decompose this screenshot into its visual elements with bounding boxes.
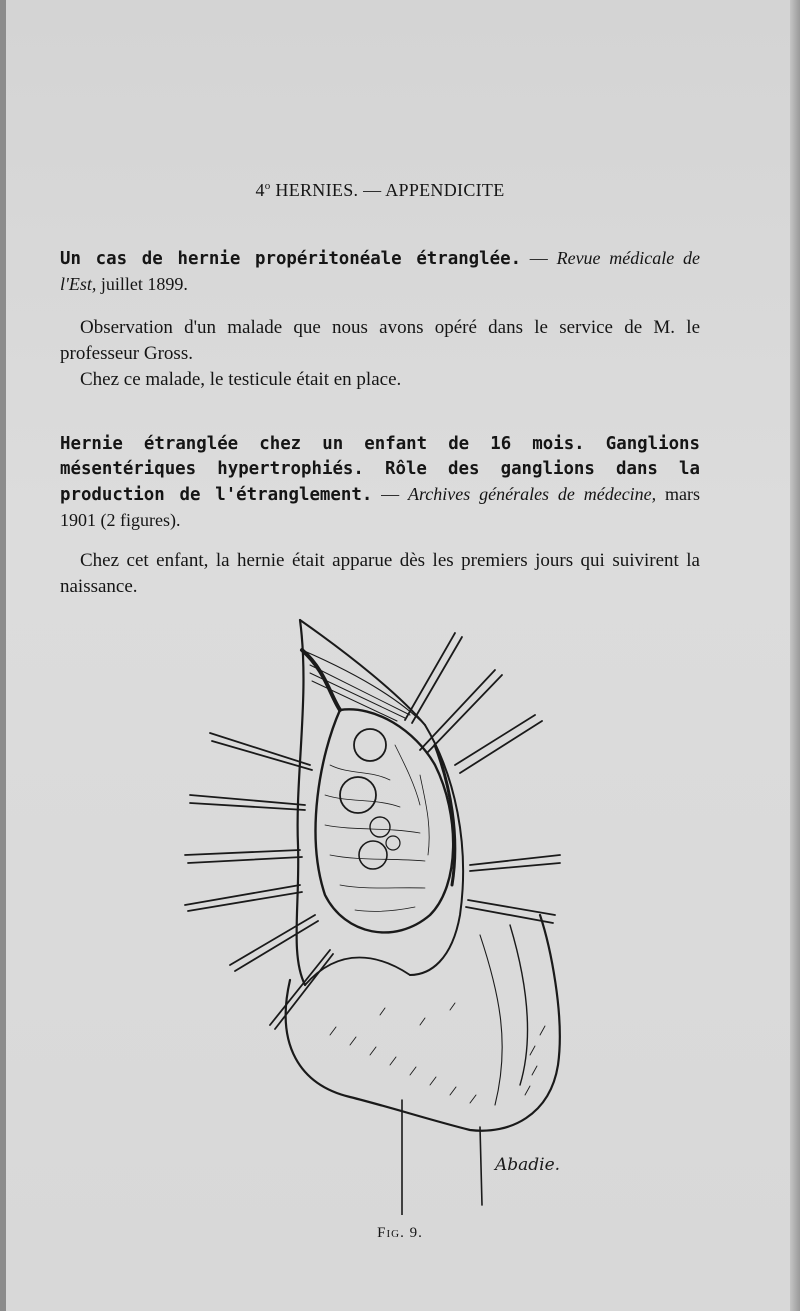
section-degree: o (264, 180, 271, 192)
entry-1-dash: — (521, 248, 557, 268)
page-right-edge (790, 0, 800, 1311)
entry-1-heading (60, 246, 700, 298)
entry-1-title: Un cas de hernie propéritonéale étranglée. (60, 249, 522, 269)
entry-1-paragraph-1: Observation d'un malade que nous avons opéré dans le service de M. le professeur Gross. (60, 317, 700, 364)
entry-2-heading (60, 432, 700, 534)
entry-2-date: mars 1901 (2 figures). (60, 484, 700, 530)
entry-1-paragraph-2: Chez ce malade, le testicule était en place. (80, 369, 402, 390)
section-heading (60, 180, 700, 201)
section-number: 4 (255, 180, 265, 200)
entry-2-paragraph-1: Chez cet enfant, la hernie était apparue dès les premiers jours qui suivirent la naissance. (60, 550, 700, 597)
entry-2-source: Archives générales de médecine, (407, 484, 657, 504)
engraver-signature: Abadie. (495, 1155, 561, 1175)
section-title-text: HERNIES. — APPENDICITE (275, 180, 505, 200)
entry-2-body (60, 548, 700, 600)
figure-caption-text: Fig. 9. (377, 1225, 423, 1241)
page-left-edge (0, 0, 6, 1311)
figure-caption (0, 1225, 800, 1242)
surgical-illustration (180, 615, 600, 1215)
entry-1-body (60, 315, 700, 393)
entry-2-dash: — (372, 484, 408, 504)
entry-2-title: Hernie étranglée chez un enfant de 16 mois. Ganglions mésentériques hypertrophiés. Rôle des ganglions dans la production de l'étranglement. (60, 434, 700, 505)
entry-1-source: Revue médicale de l'Est, (60, 248, 701, 294)
entry-1-date: juillet 1899. (96, 274, 188, 294)
